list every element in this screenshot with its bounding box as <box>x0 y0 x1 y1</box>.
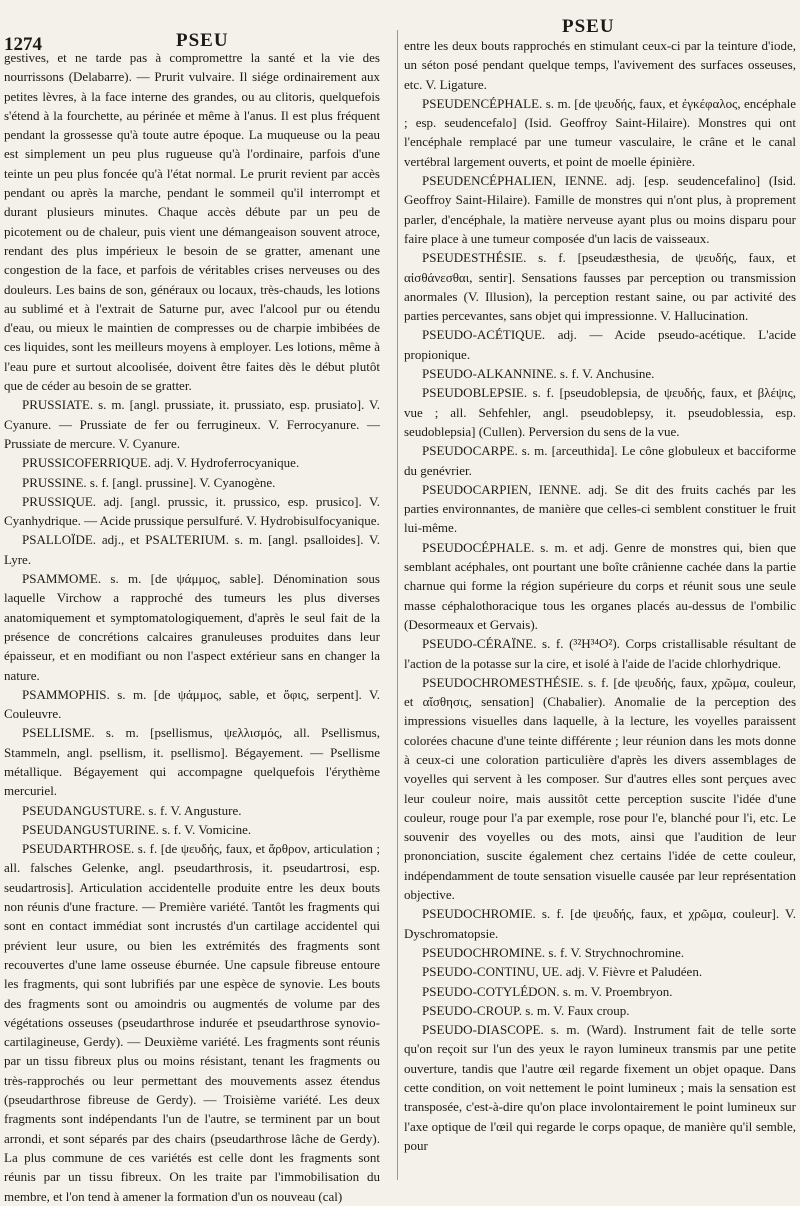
entry-pseudocarpe: PSEUDOCARPE. s. m. [arceuthida]. Le cône globuleux et bacciforme du genévrier. <box>404 443 796 478</box>
entry-pseudo-acetique: PSEUDO-ACÉTIQUE. adj. — Acide pseudo-acétique. L'acide propionique. <box>404 327 796 362</box>
entry-pseudo-ceraine: PSEUDO-CÉRAÏNE. s. f. (³²H³⁴O²). Corps cristallisable résultant de l'action de la potasse sur la cire, et isolé à l'aide de l'acide chlorhydrique. <box>404 636 796 671</box>
entry-psammophis: PSAMMOPHIS. s. m. [de ψάμμος, sable, et ὄφις, serpent]. V. Couleuvre. <box>4 686 380 722</box>
entry-prussicoferrique: PRUSSICOFERRIQUE. adj. V. Hydroferrocyanique. <box>22 455 300 471</box>
running-head-right: PSEU <box>562 16 615 37</box>
entry-pseudencephalien: PSEUDENCÉPHALIEN, IENNE. adj. [esp. seudencefalino] (Isid. Geoffroy Saint-Hilaire). Famille de monstres qui n'ont plus, à proprement parler, d'encéphale, la matière nerveuse ayant plus ou moins disparu pour faire place à une tumeur composée d'un lacis de vaisseaux. <box>404 173 796 246</box>
entry-prussiate: PRUSSIATE. s. m. [angl. prussiate, it. prussiato, esp. prusiato]. V. Cyanure. — Prussiate de fer ou ferrugineux. V. Ferrocyanure. — Prussiate de mercure. V. Cyanure. <box>4 397 380 451</box>
entry-pseudo-croup: PSEUDO-CROUP. s. m. V. Faux croup. <box>422 1002 630 1018</box>
entry-pseudocarpien: PSEUDOCARPIEN, IENNE. adj. Se dit des fruits cachés par les parties environnantes, de manière que celles-ci semblent constituer le fruit lui-même. <box>404 481 796 536</box>
entry-pseudarthrose: PSEUDARTHROSE. s. f. [de ψευδής, faux, et ἄρθρον, articulation ; all. falsches Gelenke, angl. pseudarthrosis, it. pseudartrosi, esp. seudartrosis]. Articulation accidentelle produite entre les deux bouts non réunis d'une fracture. — Première variété. Tantôt les fragments qui sont en contact immédiat sont incrustés d'un cartilage accidentel qui prévient leur usure, ou bien les extrémités des fragments sont recouvertes d'une lame osseuse éburnée. Une capsule fibreuse entoure les fragments, qui sont lubrifiés par une espèce de synovie. Les bouts des fragments sont ou amoindris ou augmentés de volume par des végétations osseuses (pseudarthrose indurée et pseudarthrose synovio-cartilagineuse, Gerdy). — Deuxième variété. Les fragments sont réunis par un tissu fibreux plus ou moins résistant, tenant les fragments ou très-rapprochés ou leur permettant des mouvements assez étendus (pseudarthrose fibreuse de Gerdy). — Troisième variété. Les deux fragments sont indépendants l'un de l'autre, se terminent par un bout arrondi, et sont séparés par des chairs (pseudarthrose lâche de Gerdy). La plus commune de ces variétés est celle dont les fragments sont réunis par un tissu fibreux. On les traite par l'immobilisation du membre, et l'on tend à amener la formation d'un os nouveau (cal) <box>4 841 380 1204</box>
entry-pseudochromie: PSEUDOCHROMIE. s. f. [de ψευδής, faux, et χρῶμα, couleur]. V. Dyschromatopsie. <box>404 906 796 941</box>
entry-pseudo-cotyledon: PSEUDO-COTYLÉDON. s. m. V. Proembryon. <box>422 983 673 999</box>
entry-pseudochromine: PSEUDOCHROMINE. s. f. V. Strychnochromine. <box>422 944 685 960</box>
entry-prussine: PRUSSINE. s. f. [angl. prussine]. V. Cyanogène. <box>22 474 276 490</box>
entry-pseudo-continu: PSEUDO-CONTINU, UE. adj. V. Fièvre et Paludéen. <box>422 964 703 980</box>
entry-pseudencephale: PSEUDENCÉPHALE. s. m. [de ψευδής, faux, et ἐγκέφαλος, encéphale ; esp. seudencefalo] (Isid. Geoffroy Saint-Hilaire). Monstres qui ont l'encéphale remplacé par une tumeur vasculaire, le crâne et le canal vertébral largement ouverts, et point de moelle épinière. <box>404 95 796 169</box>
entry-psalloide: PSALLOÏDE. adj., et PSALTERIUM. s. m. [angl. psalloides]. V. Lyre. <box>4 532 380 567</box>
running-head-left: PSEU <box>176 30 229 51</box>
right-column <box>404 36 796 1155</box>
column-divider <box>397 30 398 1180</box>
entry-pseudangusture: PSEUDANGUSTURE. s. f. V. Angusture. <box>22 802 242 818</box>
page-number: 1274 <box>4 34 42 55</box>
entry-pseudangusturine: PSEUDANGUSTURINE. s. f. V. Vomicine. <box>22 821 252 837</box>
entry-pseudo-diascope: PSEUDO-DIASCOPE. s. m. (Ward). Instrument fait de telle sorte qu'on reçoit sur l'un des yeux le rayon lumineux transmis par une petite ouverture, tandis que l'autre œil regarde fixement un objet opaque. Dans cette condition, on voit nettement le point lumineux ; mais la sensation est transposée, c'est-à-dire qu'on place involontairement le point lumineux sur l'axe optique de l'œil qui regarde le corps opaque, de manière qu'il semble, pour <box>404 1022 796 1153</box>
entry-psellisme: PSELLISME. s. m. [psellismus, ψελλισμός, all. Psellismus, Stammeln, angl. psellism, it. psellismo]. Bégayement. — Psellisme métallique. Bégayement qui accompagne quelquefois l'érythème mercuriel. <box>4 725 380 799</box>
entry-pseudesthesie: PSEUDESTHÉSIE. s. f. [pseudæsthesia, de ψευδής, faux, et αἰσθάνεσθαι, sentir]. Sensations fausses par perception ou transmission anormales (V. Illusion), la perception restant saine, ou par activité des parties percevantes, sans objet qui impressionne. V. Hallucination. <box>404 250 796 324</box>
entry-pseudo-alkannine: PSEUDO-ALKANNINE. s. f. V. Anchusine. <box>422 366 655 382</box>
entry-pseudochromesthesie: PSEUDOCHROMESTHÉSIE. s. f. [de ψευδής, faux, χρῶμα, couleur, et αἴσθησις, sensation] (Chabalier). Anomalie de la perception des impressions visuelles dans laquelle, à la lecture, les voyelles paraissent colorées chacune d'une teinte différente ; leur réunion dans les mots donne à ceux-ci une coloration particulière d'après les divers assemblages de voyelles qui servent à les composer. Sur d'autres elles sont perçues avec leur couleur noire, mais aussitôt cette perception suscite l'idée d'une couleur, rouge pour l'a par exemple, rose pour l'e, blanché pour l'i, etc. Le souvenir des voyelles ou des mots, ainsi que l'audition de leur prononciation, suscite également chez certains l'idée de cette couleur, indépendamment de toute sensation visuelle causée par leur représentation objective. <box>404 674 796 903</box>
entry-text: entre les deux bouts rapprochés en stimulant ceux-ci par la teinture d'iode, un séton posé pendant quelque temps, l'avivement des surfaces osseuses, etc. V. Ligature. <box>404 38 796 92</box>
entry-pseudocephale: PSEUDOCÉPHALE. s. m. et adj. Genre de monstres qui, bien que semblant acéphales, ont pourtant une boîte crânienne cachée dans la partie charnue qui forme la région supérieure du corps et réunit sous une seule masse céphalothoracique tous les organes placés au-dessus de l'ombilic (Desormeaux et Gervais). <box>404 539 796 632</box>
left-column <box>4 48 380 1206</box>
entry-pseudoblepsie: PSEUDOBLEPSIE. s. f. [pseudoblepsia, de ψευδής, faux, et βλέψις, vue ; all. Sehfehler, angl. pseudoblepsy, it. pseudoblessia, esp. seudoblepsia] (Cullen). Perversion du sens de la vue. <box>404 385 796 439</box>
entry-psammome: PSAMMOME. s. m. [de ψάμμος, sable]. Dénomination sous laquelle Virchow a rapproché des tumeurs les plus diverses anatomiquement et symptomatologiquement, d'après le seul fait de la présence de concrétions calcaires granuleuses produites dans leur épaisseur, et en modifiant ou non l'aspect extérieur sans en changer la nature. <box>4 571 380 683</box>
entry-prussique: PRUSSIQUE. adj. [angl. prussic, it. prussico, esp. prusico]. V. Cyanhydrique. — Acide prussique persulfuré. V. Hydrobisulfocyanique. <box>4 493 380 529</box>
entry-text: gestives, et ne tarde pas à compromettre la santé et la vie des nourrissons (Delabarre). — Prurit vulvaire. Il siége ordinairement aux petites lèvres, à la face interne des grandes, ou au clitoris, quelquefois s'étend à la fourchette, au périnée et même à l'anus. Il est plus fréquent pendant la grossesse qu'à toute autre époque. La muqueuse ou la peau est simplement un peu plus rugueuse qu'à l'ordinaire, parfois d'une teinte un peu plus foncée qu'à l'état normal. Le prurit revient par accès pendant ou après la marche, pendant le sommeil qu'il interrompt et durant plusieurs minutes. Chaque accès débute par un peu de picotement ou de chaleur, puis vient une démangeaison souvent atroce, rendant des plus impérieux le besoin de se gratter, amenant une congestion de la face, et parfois de véritables crises nerveuses ou des douleurs. Les bains de son, généraux ou locaux, très-chauds, les lotions au sublimé et à l'extrait de Saturne pur, avec l'alcool pur ou étendu d'eau, ou mieux le maintien de compresses ou de charpie imbibées de ces liquides, sont les meilleurs moyens à employer. Les lotions, même à l'eau pure et surtout alcoolisée, doivent être faites dès le début plutôt que de céder au besoin de se gratter. <box>4 50 380 394</box>
